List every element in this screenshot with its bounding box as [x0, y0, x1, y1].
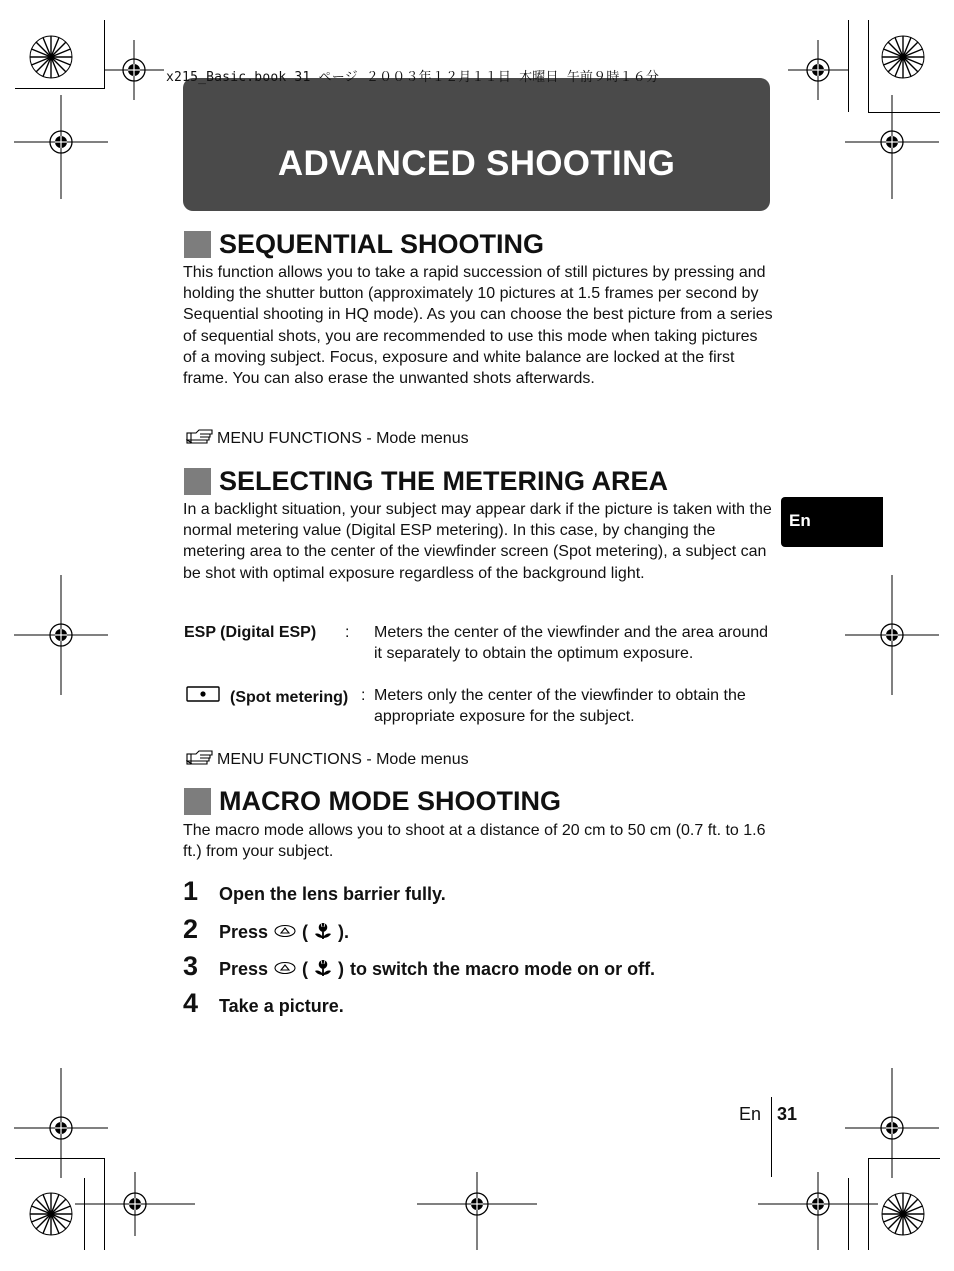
registration-mark-icon [417, 1172, 537, 1250]
section-title: SEQUENTIAL SHOOTING [219, 228, 545, 259]
pointing-hand-icon [186, 428, 214, 449]
def-term-esp: ESP (Digital ESP) [184, 624, 317, 641]
section-title: SELECTING THE METERING AREA [219, 465, 669, 496]
registration-mark-icon [104, 40, 164, 100]
menu-reference-text: MENU FUNCTIONS - Mode menus [217, 750, 469, 768]
chapter-title: ADVANCED SHOOTING [277, 144, 676, 183]
section-title: MACRO MODE SHOOTING [219, 785, 561, 816]
registration-mark-icon [14, 575, 108, 695]
macro-flower-icon [312, 956, 334, 983]
section-heading-metering [184, 466, 668, 496]
starburst-icon [881, 1192, 925, 1236]
menu-reference [186, 428, 469, 449]
print-header: x215_Basic.book 31 ページ ２００３年１２月１１日 木曜日 午前９時１６分 [166, 70, 660, 85]
footer-divider [771, 1097, 772, 1177]
def-desc-spot: Meters only the center of the viewfinder to obtain the appropriate exposure for the subject. [374, 687, 746, 726]
def-separator: : [361, 687, 366, 704]
pointing-hand-icon [186, 749, 214, 770]
language-tab-label: En [789, 511, 811, 530]
sequential-body: This function allows you to take a rapid succession of still pictures by pressing and holding the shutter button (approximately 10 pictures at 1.5 frames per second by Sequential shooting in HQ mode). As you can choose the best picture from a series of sequential shots, you are recommended to use this mode when taking pictures of a moving subject. Focus, exposure and white balance are locked at the first frame. You can also erase the unwanted shots afterwards. [183, 264, 773, 388]
registration-mark-icon [845, 1068, 939, 1178]
footer-language: En [739, 1104, 762, 1124]
section-heading-sequential [184, 229, 544, 259]
starburst-icon [29, 1192, 73, 1236]
crop-line [15, 88, 105, 89]
registration-mark-icon [14, 1068, 108, 1178]
section-marker [184, 231, 211, 258]
step-3: 3 Press ( ) to switch the macro mode on or off. [183, 951, 656, 981]
arrow-button-icon [274, 922, 296, 943]
def-desc-esp: Meters the center of the viewfinder and the area around it separately to obtain the optimum exposure. [374, 624, 769, 663]
macro-flower-icon [312, 919, 334, 946]
registration-mark-icon [758, 1172, 878, 1250]
section-heading-macro [184, 786, 561, 816]
starburst-icon [29, 35, 73, 79]
section-marker [184, 788, 211, 815]
menu-reference-text: MENU FUNCTIONS - Mode menus [217, 429, 469, 447]
def-separator: : [345, 624, 350, 641]
step-1: 1 Open the lens barrier fully. [183, 876, 446, 906]
registration-mark-icon [845, 575, 939, 695]
step-4: 4 Take a picture. [183, 988, 344, 1018]
spot-metering-icon [186, 685, 220, 709]
menu-reference [186, 749, 469, 770]
language-tab [781, 497, 883, 547]
step-2: 2 Press ( ). [183, 914, 350, 944]
starburst-icon [881, 35, 925, 79]
page-number: 31 [777, 1104, 798, 1124]
arrow-button-icon [274, 959, 296, 980]
section-marker [184, 468, 211, 495]
def-term-spot: (Spot metering) [186, 685, 348, 709]
metering-body: In a backlight situation, your subject may appear dark if the picture is taken with the normal metering value (Digital ESP metering). In this case, by changing the metering area to the center of the viewfinder screen (Spot metering), a subject can be shot with optimal exposure regardless of the background light. [183, 501, 772, 582]
macro-body: The macro mode allows you to shoot at a distance of 20 cm to 50 cm (0.7 ft. to 1.6 ft.) from your subject. [183, 822, 766, 861]
chapter-banner [183, 78, 770, 211]
registration-mark-icon [845, 95, 939, 199]
registration-mark-icon [14, 95, 108, 199]
registration-mark-icon [75, 1172, 195, 1236]
